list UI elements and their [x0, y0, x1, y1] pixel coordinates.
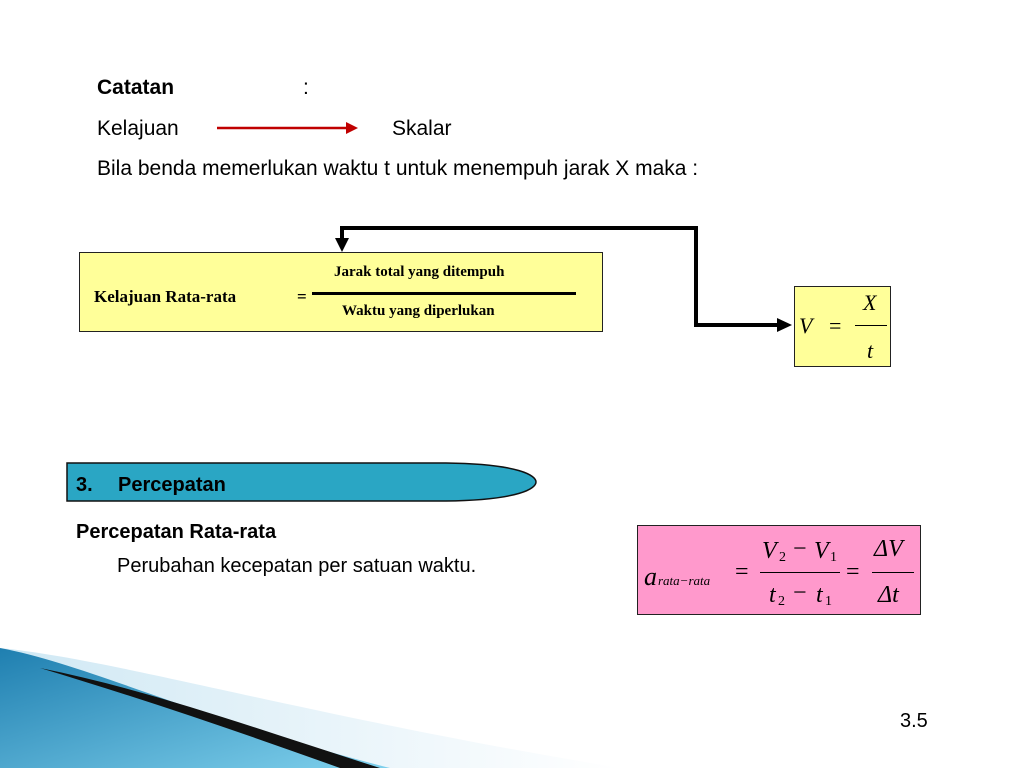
note-right-term: Skalar [392, 117, 452, 140]
minus-sign-numerator: − [793, 536, 807, 562]
acceleration-subscript: rata−rata [658, 573, 711, 588]
velocity-equals: = [829, 313, 842, 338]
fraction-bar [312, 292, 576, 295]
section-title: Percepatan [118, 474, 226, 496]
average-speed-equals: = [297, 287, 307, 306]
t2-symbol: t [769, 582, 776, 608]
note-left-term: Kelajuan [97, 117, 179, 140]
v2-subscript: 2 [779, 550, 786, 565]
distance-symbol: X [863, 290, 877, 315]
fraction-bar [760, 572, 840, 573]
t1-symbol: t [816, 582, 823, 608]
time-symbol: t [867, 338, 874, 363]
fraction-bar [855, 325, 887, 326]
equals-sign-2: = [846, 559, 860, 585]
average-speed-numerator: Jarak total yang ditempuh [334, 264, 505, 280]
t1-subscript: 1 [825, 594, 832, 609]
delta-t: Δt [878, 582, 899, 608]
average-speed-label: Kelajuan Rata-rata [94, 287, 237, 306]
note-heading: Catatan [97, 76, 175, 99]
v2-symbol: V [762, 538, 777, 564]
delta-v: ΔV [874, 536, 903, 562]
acceleration-heading: Percepatan Rata-rata [76, 521, 277, 543]
note-sentence: Bila benda memerlukan waktu t untuk menempuh jarak X maka : [97, 157, 699, 180]
v1-subscript: 1 [830, 550, 837, 565]
v1-symbol: V [814, 538, 829, 564]
slide-number: 3.5 [900, 710, 928, 732]
minus-sign-denominator: − [793, 580, 807, 606]
average-speed-denominator: Waktu yang diperlukan [342, 303, 495, 319]
acceleration-symbol: a [644, 562, 657, 591]
velocity-symbol: V [799, 313, 813, 338]
fraction-bar [872, 572, 914, 573]
acceleration-definition: Perubahan kecepatan per satuan waktu. [117, 555, 477, 577]
velocity-formula-box [794, 286, 891, 367]
note-colon: : [303, 76, 309, 99]
average-speed-formula-box [79, 252, 603, 332]
section-number: 3. [76, 474, 93, 496]
acceleration-formula-box [637, 525, 921, 615]
equals-sign-1: = [735, 559, 749, 585]
t2-subscript: 2 [778, 594, 785, 609]
